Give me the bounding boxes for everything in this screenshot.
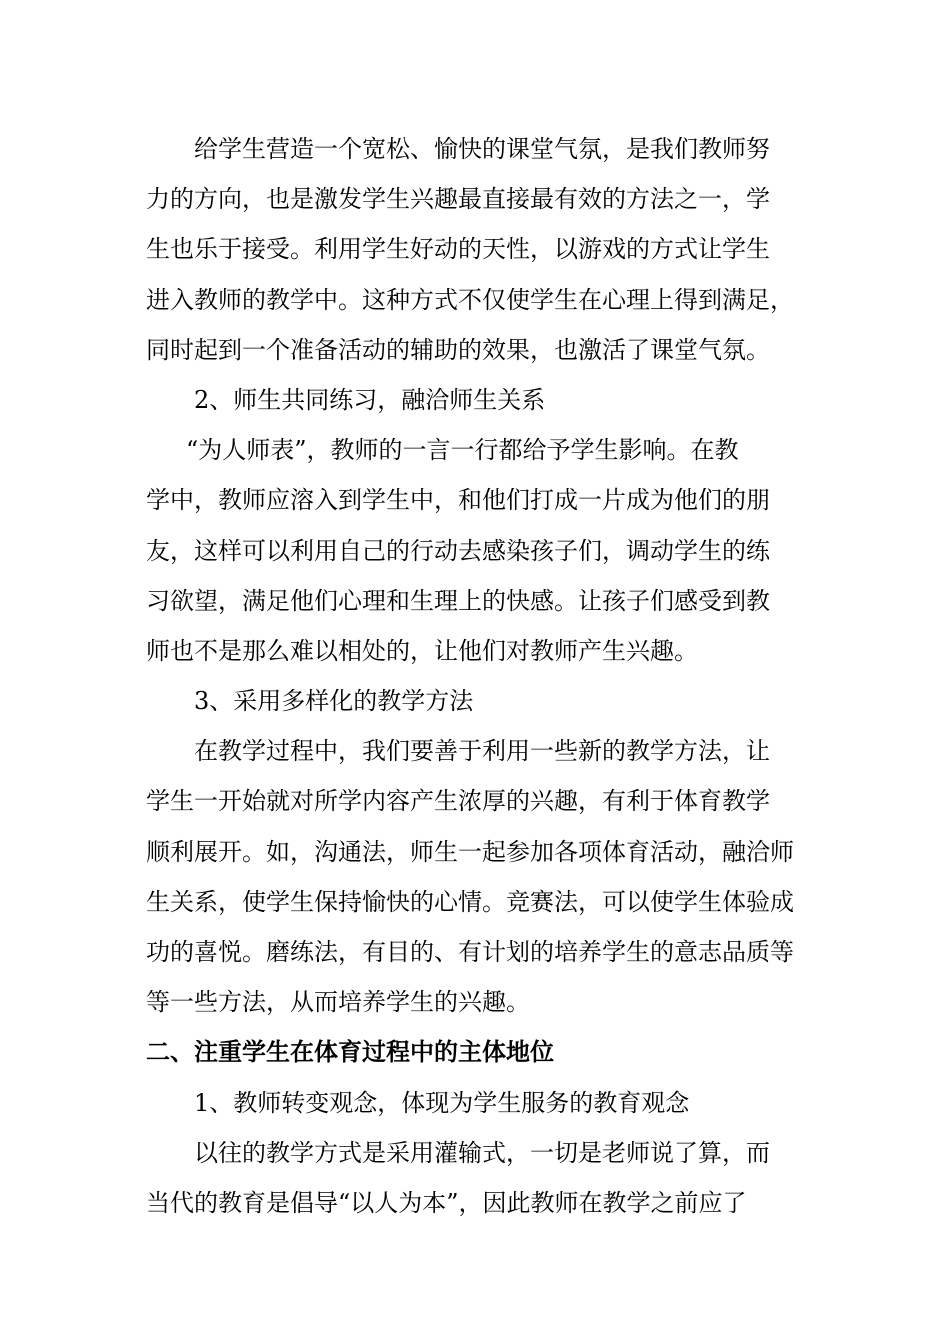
paragraph-line: 在教学过程中，我们要善于利用一些新的教学方法，让 [194, 737, 770, 766]
paragraph-line: 进入教师的教学中。这种方式不仅使学生在心理上得到满足， [146, 285, 794, 314]
paragraph-line: 生关系，使学生保持愉快的心情。竞赛法，可以使学生体验成 [146, 887, 794, 916]
paragraph-line: “为人师表”，教师的一言一行都给予学生影响。在教 [186, 436, 739, 465]
paragraph-line: 力的方向，也是激发学生兴趣最直接最有效的方法之一，学 [146, 185, 770, 214]
paragraph-line: 顺利展开。如，沟通法，师生一起参加各项体育活动，融洽师 [146, 837, 794, 866]
paragraph-line: 功的喜悦。磨练法，有目的、有计划的培养学生的意志品质等 [146, 938, 794, 966]
paragraph-line: 师也不是那么难以相处的，让他们对教师产生兴趣。 [146, 636, 698, 665]
paragraph-line: 等一些方法，从而培养学生的兴趣。 [146, 988, 530, 1017]
paragraph-line: 学生一开始就对所学内容产生浓厚的兴趣，有利于体育教学 [146, 787, 770, 816]
paragraph-line: 学中，教师应溶入到学生中，和他们打成一片成为他们的朋 [146, 486, 770, 515]
paragraph-line: 同时起到一个准备活动的辅助的效果，也激活了课堂气氛。 [146, 335, 770, 364]
paragraph-line: 习欲望，满足他们心理和生理上的快感。让孩子们感受到教 [146, 586, 770, 615]
subheading: 3、采用多样化的教学方法 [194, 687, 474, 716]
paragraph-line: 生也乐于接受。利用学生好动的天性，以游戏的方式让学生 [146, 235, 770, 264]
paragraph-line: 给学生营造一个宽松、愉快的课堂气氛，是我们教师努 [194, 135, 770, 163]
paragraph-line: 以往的教学方式是采用灌输式，一切是老师说了算，而 [194, 1138, 770, 1167]
subheading: 2、师生共同练习，融洽师生关系 [194, 385, 546, 414]
paragraph-line: 当代的教育是倡导“以人为本”，因此教师在教学之前应了 [146, 1188, 747, 1217]
section-heading: 二、注重学生在体育过程中的主体地位 [146, 1037, 554, 1067]
subheading: 1、教师转变观念，体现为学生服务的教育观念 [194, 1088, 690, 1117]
paragraph-line: 友，这样可以利用自己的行动去感染孩子们，调动学生的练 [146, 536, 770, 565]
document-page [146, 124, 826, 1228]
